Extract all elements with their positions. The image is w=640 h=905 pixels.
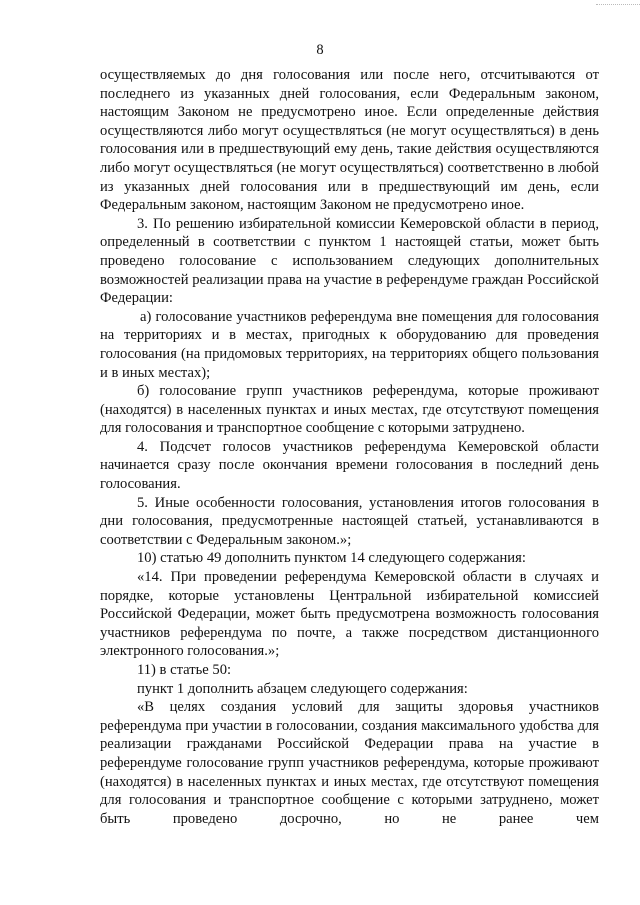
paragraph-item-3: 3. По решению избирательной комиссии Кемеровской области в период, определенный в соответствии с пунктом 1 настоящей статьи, может быть проведено голосование с использованием следующих дополнительных возможностей реализации права на участие в референдуме граждан Российской Федерации: <box>100 215 599 307</box>
paragraph-quoted-insert: «В целях создания условий для защиты здоровья участников референдума при участии в голосовании, создания максимального удобства для реализации гражданами Российской Федерации права на участие в референдуме голосование групп участников референдума, которые проживают (находятся) в населенных пунктах и иных местах, где отсутствуют помещения для голосования и транспортное сообщение с которыми затруднено, может быть проведено досрочно, но не ранее чем <box>100 699 599 827</box>
paragraph-subitem-a: а) голосование участников референдума вне помещения для голосования на территориях и в местах, пригодных к оборудованию для проведения голосования (на придомовых территориях, на территориях общего пользования и в иных местах); <box>100 308 599 381</box>
paragraph-quoted-item-14: «14. При проведении референдума Кемеровской области в случаях и порядке, которые установлены Центральной избирательной комиссией Российской Федерации, может быть предусмотрена возможность голосования участников референдума по почте, а также посредством дистанционного электронного голосования.»; <box>100 569 599 660</box>
page-number: 8 <box>316 42 324 58</box>
document-body <box>100 66 599 828</box>
paragraph-item-5: 5. Иные особенности голосования, установления итогов голосования в дни голосования, предусмотренные настоящей статьей, устанавливаются в соответствии с Федеральным законом.»; <box>100 494 599 548</box>
paragraph-amendment-11-intro: пункт 1 дополнить абзацем следующего содержания: <box>137 680 468 697</box>
paragraph-item-4: 4. Подсчет голосов участников референдума Кемеровской области начинается сразу после окончания времени голосования в последний день голосования. <box>100 438 599 493</box>
paragraph-amendment-11: 11) в статье 50: <box>137 662 232 678</box>
paragraph-subitem-b: б) голосование групп участников референдума, которые проживают (находятся) в населенных пунктах и иных местах, где отсутствуют помещения для голосования и транспортное сообщение с которыми затруднено. <box>100 383 599 437</box>
paragraph-continuation: осуществляемых до дня голосования или после него, отсчитываются от последнего из указанных дней голосования, если Федеральным законом, настоящим Законом не предусмотрено иное. Если определенные действия осуществляются либо могут осуществляться (не могут осуществляться) в день голосования или в предшествующий ему день, такие действия осуществляются либо могут осуществляться (не могут осуществляться) соответственно в любой из указанных дней голосования или в предшествующий им день, если Федеральным законом, настоящим Законом не предусмотрено иное. <box>100 67 599 214</box>
paragraph-amendment-10: 10) статью 49 дополнить пунктом 14 следующего содержания: <box>137 550 526 567</box>
corner-scan-mark <box>596 0 640 5</box>
